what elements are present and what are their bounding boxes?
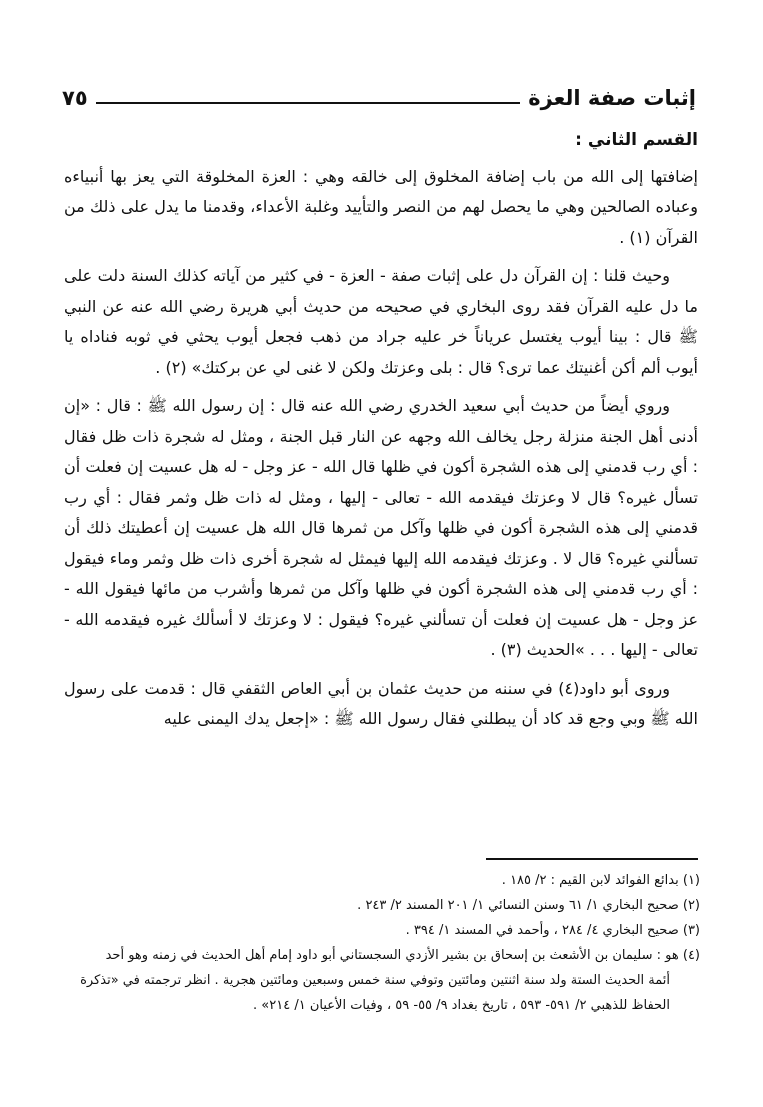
- footnote-divider: [486, 858, 698, 860]
- page-number: ٧٥: [62, 86, 88, 110]
- running-title: إثبات صفة العزة: [528, 86, 696, 110]
- footnote-4-line-2: أئمة الحديث الستة ولد سنة اثنتين ومائتين وتوفي سنة خمس وسبعين ومائتين هجرية . انظر ترجمته في «تذكرة: [80, 973, 670, 988]
- footnote-2: (٢) صحيح البخاري ١/ ٦١ وسنن النسائي ١/ ٢٠١ المسند ٢/ ٢٤٣ .: [357, 898, 700, 913]
- page-header: [62, 78, 696, 118]
- footnote-3: (٣) صحيح البخاري ٤/ ٢٨٤ ، وأحمد في المسند ١/ ٣٩٤ .: [405, 923, 700, 938]
- paragraph-1: إضافتها إلى الله من باب إضافة المخلوق إلى خالقه وهي : العزة المخلوقة التي يعز بها أنبياءه وعباده الصالحين وهي ما يحصل لهم من النصر والتأييد وغلبة الأعداء، وقدمنا ما يدل على ذلك من القرآن (١) .: [64, 166, 698, 247]
- footnotes: [60, 868, 700, 1018]
- page-body: [64, 125, 698, 743]
- paragraph-2: وحيث قلنا : إن القرآن دل على إثبات صفة - العزة - في كثير من آياته كذلك السنة دلت على ما دل عليه القرآن فقد روى البخاري في صحيحه من حديث أبي هريرة رضي الله عنه عن النبي ﷺ قال : بينا أيوب يغتسل عرياناً خر عليه جراد من ذهب فجعل أيوب يحثي في ثوبه فناداه يا أيوب ألم أكن أغنيتك عما ترى؟ قال : بلى وعزتك ولكن لا غنى لي عن بركتك» (٢) .: [64, 266, 698, 377]
- header-rule: [96, 102, 521, 104]
- footnote-4: (٤) هو : سليمان بن الأشعث بن إسحاق بن بشير الأزدي السجستاني أبو داود إمام أهل الحديث في زمنه وهو أحد: [105, 948, 700, 963]
- footnote-4-line-3: الحفاظ للذهبي ٢/ ٥٩١- ٥٩٣ ، تاريخ بغداد ٩/ ٥٥- ٥٩ ، وفيات الأعيان ١/ ٢١٤» .: [253, 998, 670, 1013]
- paragraph-3: وروي أيضاً من حديث أبي سعيد الخدري رضي الله عنه قال : إن رسول الله ﷺ : قال : «إن أدنى أهل الجنة منزلة رجل يخالف الله وجهه عن النار قبل الجنة ، ومثل له شجرة ذات ظل فقال : أي رب قدمني إلى هذه الشجرة أكون في ظلها قال الله - عز وجل - له هل عسيت إن فعلت أن تسأل غيره؟ قال لا وعزتك فيقدمه الله - تعالى - إليها ، ومثل له ذات ظل وثمر فقال : أي رب قدمني إلى هذه الشجرة أكون في ظلها وآكل من ثمرها قال الله هل عسيت إن أعطيتك ذلك أن تسألني غيره؟ قال لا . وعزتك فيقدمه الله إليها فيمثل له شجرة أخرى ذات ظل وثمر وماء فيقول : أي رب قدمني إلى هذه الشجرة أكون في ظلها وآكل من ثمرها وأشرب من مائها فيقول الله - عز وجل - هل عسيت إن فعلت أن تسألني غيره؟ فيقول : لا وعزتك لا أسألك غيره فيقدمه الله - تعالى - إليها . . . »الحديث (٣) .: [64, 396, 698, 659]
- footnote-1: (١) بدائع الفوائد لابن القيم : ٢/ ١٨٥ .: [501, 873, 700, 888]
- paragraph-4: وروى أبو داود(٤) في سننه من حديث عثمان بن أبي العاص الثقفي قال : قدمت على رسول الله ﷺ وبي وجع قد كاد أن يبطلني فقال رسول الله ﷺ : «إجعل يدك اليمنى عليه: [64, 678, 698, 728]
- section-heading: القسم الثاني :: [575, 130, 698, 150]
